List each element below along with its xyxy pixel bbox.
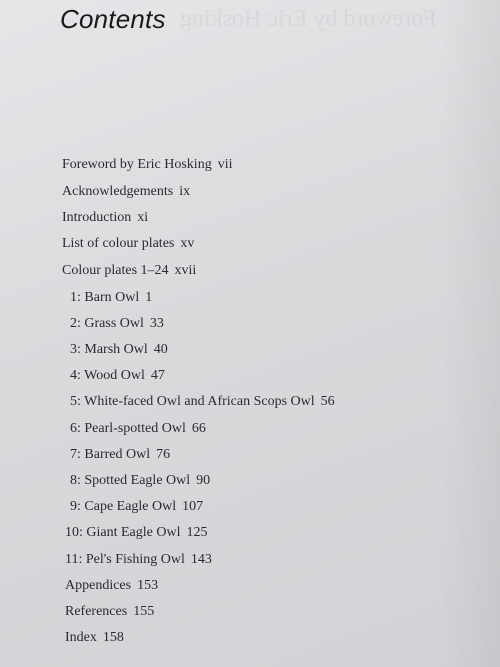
- toc-entry-foreword: [62, 156, 232, 174]
- toc-entry-chapter-9: [70, 498, 203, 516]
- page-title: Contents: [60, 4, 166, 34]
- entry-page: 66: [191, 421, 206, 436]
- entry-page: vii: [217, 157, 233, 172]
- entry-page: 40: [153, 342, 168, 357]
- entry-page: 76: [156, 447, 171, 462]
- entry-label: 8: Spotted Eagle Owl: [70, 473, 191, 488]
- toc-entry-index: [65, 629, 124, 647]
- toc-entry-acknowledgements: [62, 183, 190, 201]
- entry-page: xv: [180, 236, 195, 251]
- entry-label: 9: Cape Eagle Owl: [70, 499, 177, 514]
- entry-page: 90: [196, 473, 211, 488]
- entry-page: xi: [137, 210, 149, 225]
- entry-page: 153: [137, 578, 159, 593]
- entry-page: 125: [186, 525, 208, 540]
- toc-entry-chapter-8: [70, 472, 210, 490]
- entry-page: 143: [190, 552, 212, 567]
- toc-entry-appendices: [65, 577, 158, 595]
- page-shadow: [440, 0, 500, 667]
- entry-label: List of colour plates: [62, 236, 175, 251]
- entry-page: 56: [320, 394, 335, 409]
- entry-page: 155: [133, 604, 155, 619]
- toc-entry-chapter-1: [70, 289, 152, 307]
- toc-entry-colour-plates: [62, 262, 196, 280]
- bleed-through-text: Foreword by Eric Hosking: [180, 6, 437, 32]
- entry-label: 10: Giant Eagle Owl: [65, 525, 181, 540]
- entry-label: 5: White-faced Owl and African Scops Owl: [70, 394, 315, 409]
- entry-page: 47: [150, 368, 165, 383]
- entry-label: 2: Grass Owl: [70, 316, 144, 331]
- toc-entry-chapter-4: [70, 367, 165, 385]
- toc-entry-chapter-11: [65, 551, 212, 569]
- toc-entry-chapter-3: [70, 341, 168, 359]
- entry-label: References: [65, 604, 128, 619]
- entry-label: Acknowledgements: [62, 184, 174, 199]
- entry-page: 33: [149, 316, 164, 331]
- entry-page: ix: [179, 184, 191, 199]
- entry-label: 11: Pel's Fishing Owl: [65, 552, 185, 567]
- entry-label: Appendices: [65, 578, 132, 593]
- entry-page: 107: [182, 499, 204, 514]
- toc-entry-chapter-2: [70, 315, 164, 333]
- entry-label: Introduction: [62, 210, 132, 225]
- toc-entry-list-of-plates: [62, 235, 194, 253]
- entry-page: xvii: [174, 263, 197, 278]
- toc-entry-chapter-7: [70, 446, 170, 464]
- entry-page: 1: [145, 290, 153, 305]
- toc-entry-chapter-5: [70, 393, 335, 411]
- toc-entry-chapter-6: [70, 420, 206, 438]
- toc-entry-references: [65, 603, 154, 621]
- entry-page: 158: [102, 630, 124, 645]
- toc-entry-introduction: [62, 209, 148, 227]
- entry-label: 3: Marsh Owl: [70, 342, 148, 357]
- entry-label: Index: [65, 630, 97, 645]
- entry-label: 7: Barred Owl: [70, 447, 151, 462]
- entry-label: Colour plates 1–24: [62, 263, 169, 278]
- entry-label: 4: Wood Owl: [70, 368, 145, 383]
- toc-entry-chapter-10: [65, 524, 207, 542]
- entry-label: 1: Barn Owl: [70, 290, 140, 305]
- entry-label: Foreword by Eric Hosking: [62, 157, 212, 172]
- entry-label: 6: Pearl-spotted Owl: [70, 421, 186, 436]
